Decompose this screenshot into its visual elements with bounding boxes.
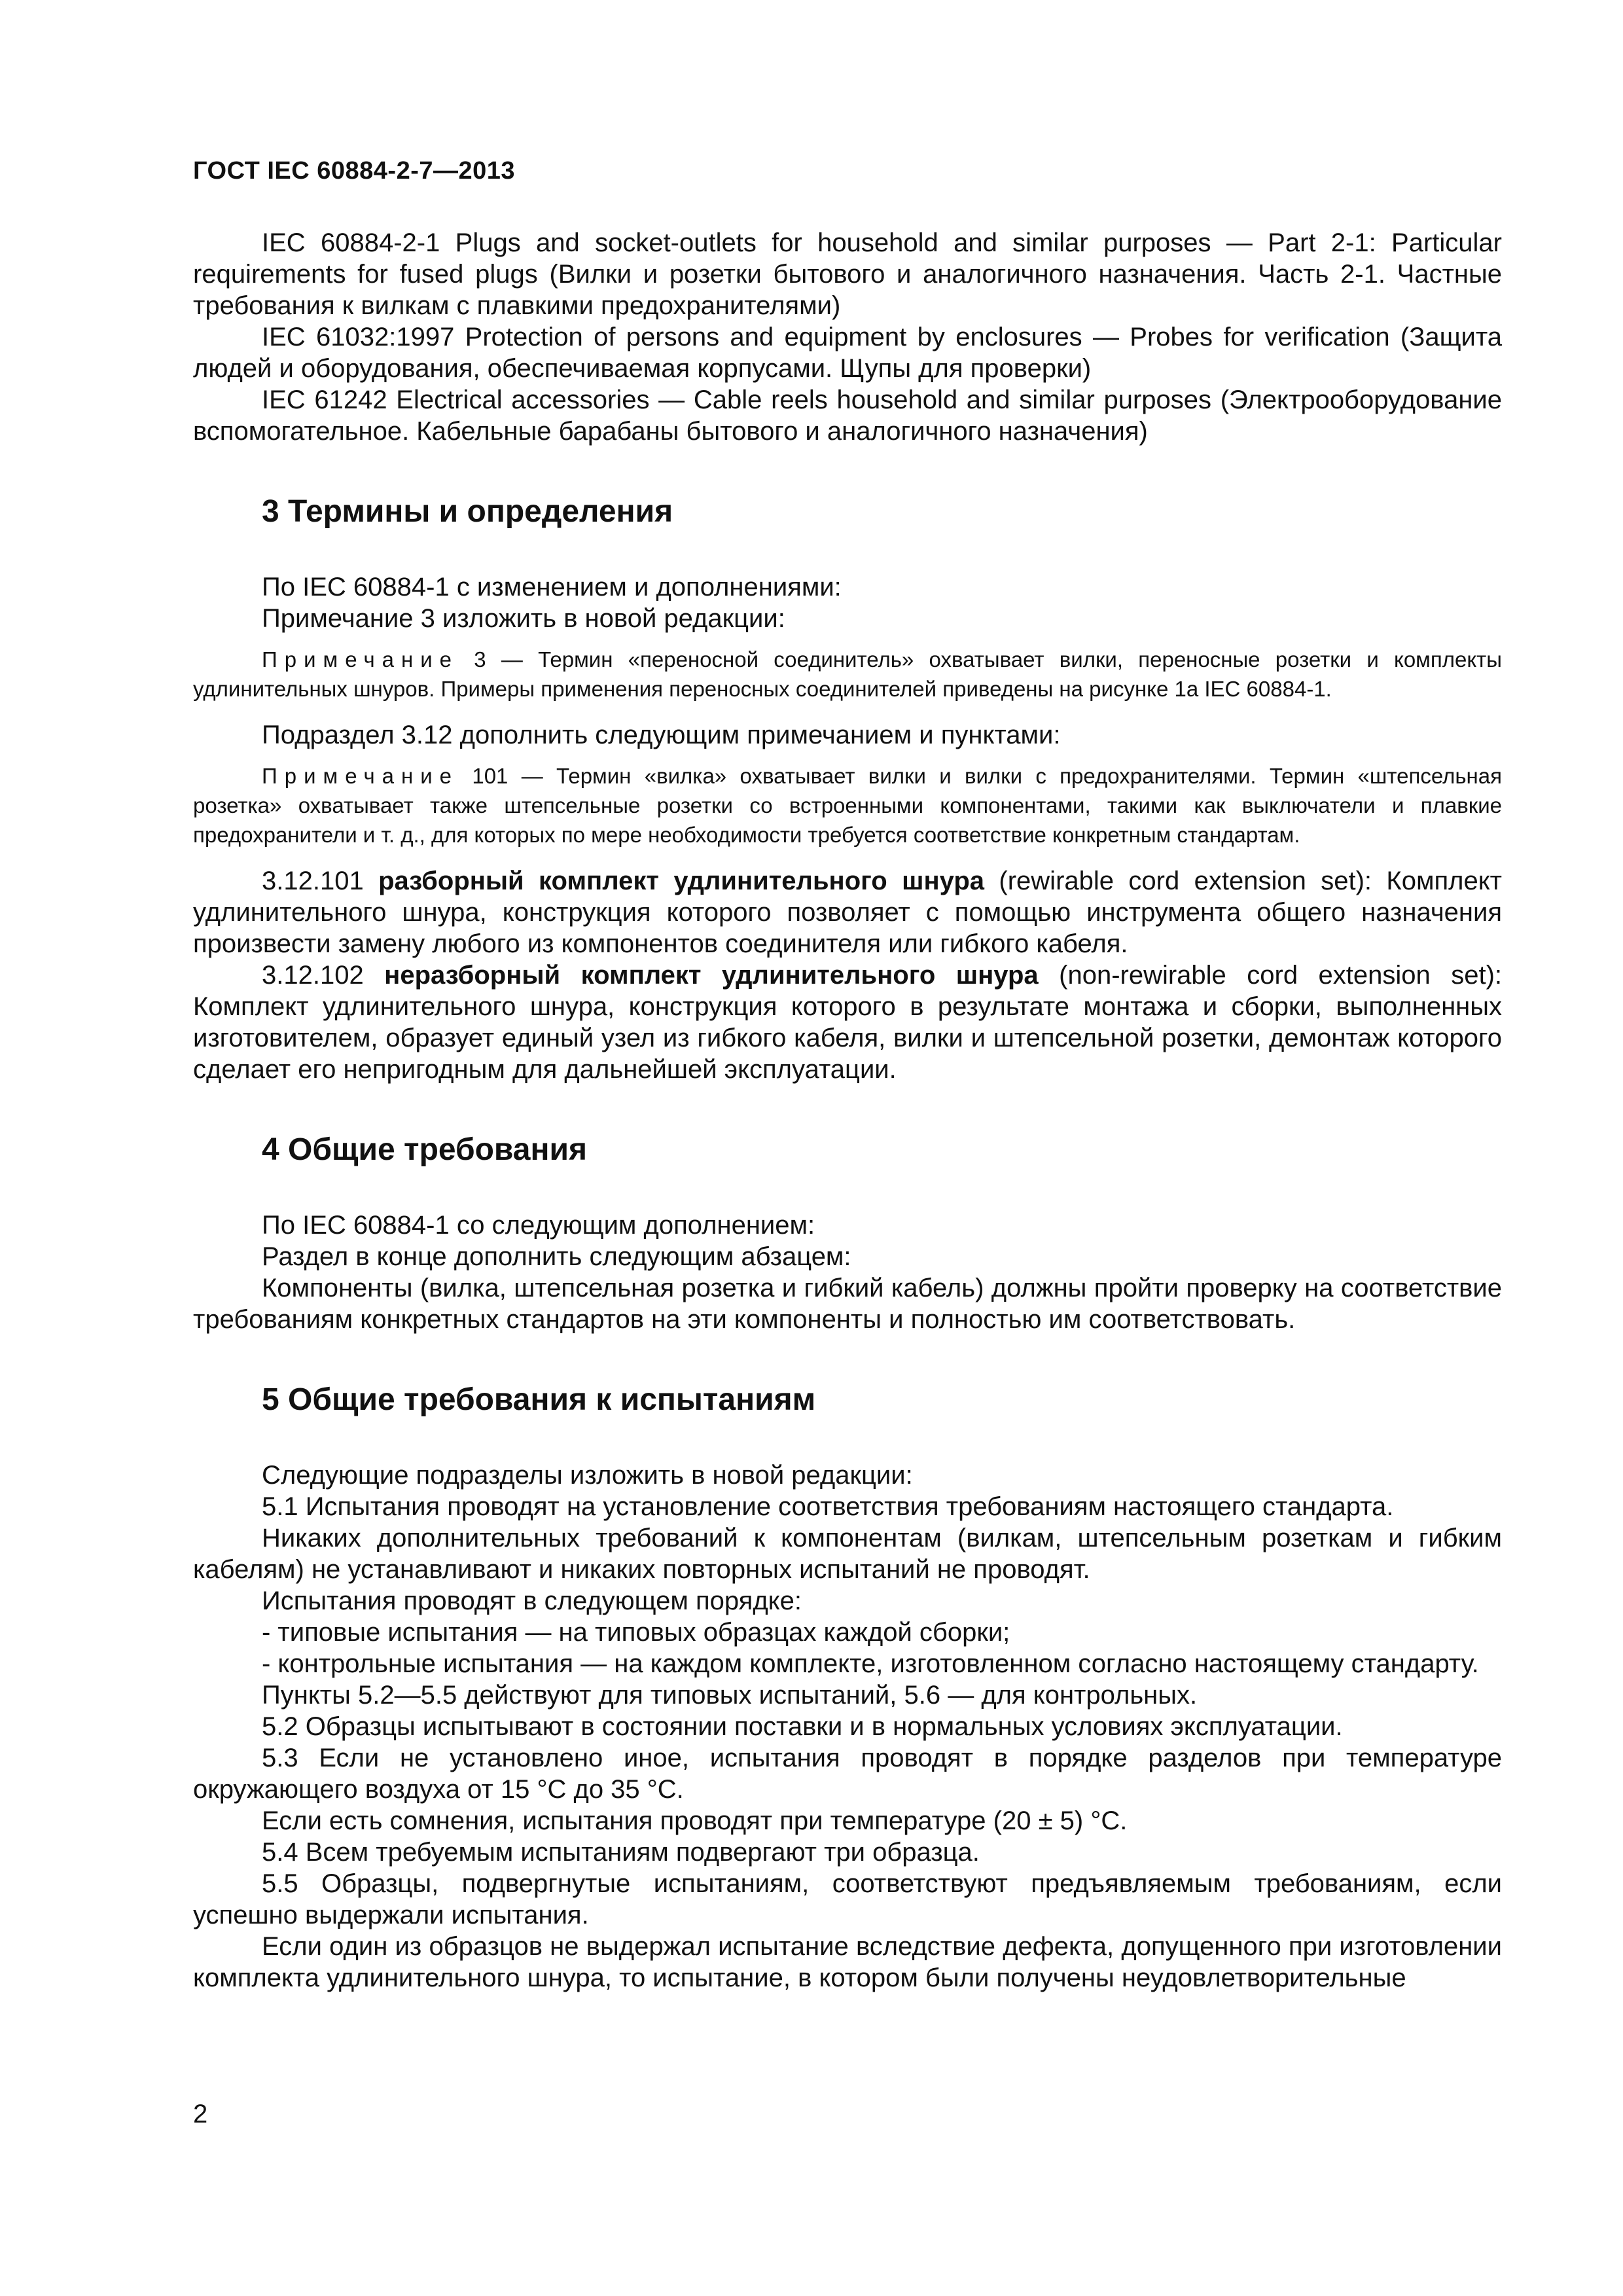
note-label: Примечание [262, 764, 459, 788]
sec3-paragraph: По IEC 60884-1 с изменением и дополнениями: [262, 573, 842, 601]
definition-term: разборный комплект удлинительного шнура [378, 867, 985, 895]
document-page [193, 157, 1502, 1994]
document-header: ГОСТ IEC 60884-2-7—2013 [193, 157, 516, 185]
section-3-title: 3 Термины и определения [262, 494, 673, 529]
sec5-paragraph: 5.3 Если не установлено иное, испытания проводят в порядке разделов при температуре окружающего воздуха от 15 °С до 35 °С. [193, 1744, 1502, 1804]
note-text: 3 — Термин «переносной соединитель» охватывает вилки, переносные розетки и комплекты удлинительных шнуров. Примеры применения переносных соединителей приведены на рисунке 1а IEC 60884-1. [193, 647, 1502, 701]
definition-text: (non-rewirable cord extension set): Комплект удлинительного шнура, конструкция которого в результате монтажа и сборки, выполненных изготовителем, образует единый узел из гибкого кабеля, вилки и штепсельной розетки, демонтаж которого сделает его непригодным для дальнейшей эксплуатации. [193, 961, 1502, 1084]
ref-iec-60884-2-1: IEC 60884-2-1 Plugs and socket-outlets for household and similar purposes — Part 2-1: Particular requirements for fused plugs (Вилки и розетки бытового и аналогичного назначения. Часть 2-1. Частные требования к вилкам с плавкими предохранителями) [193, 228, 1502, 320]
sec4-paragraph: Компоненты (вилка, штепсельная розетка и гибкий кабель) должны пройти проверку на соответствие требованиям конкретных стандартов на эти компоненты и полностью им соответствовать. [193, 1274, 1502, 1334]
section-4-title: 4 Общие требования [262, 1132, 587, 1167]
sec5-paragraph: 5.2 Образцы испытывают в состоянии поставки и в нормальных условиях эксплуатации. [262, 1712, 1343, 1741]
sec4-paragraph: Раздел в конце дополнить следующим абзацем: [262, 1242, 851, 1271]
sec5-paragraph: Если один из образцов не выдержал испытание вследствие дефекта, допущенного при изготовлении комплекта удлинительного шнура, то испытание, в котором были получены неудовлетворительные [193, 1932, 1502, 1992]
sec5-paragraph: Пункты 5.2—5.5 действуют для типовых испытаний, 5.6 — для контрольных. [262, 1681, 1198, 1710]
sec5-list-item: - типовые испытания — на типовых образцах каждой сборки; [262, 1618, 1010, 1647]
sec3-paragraph: Примечание 3 изложить в новой редакции: [262, 604, 785, 633]
note-3 [193, 645, 1502, 704]
sec5-paragraph: Следующие подразделы изложить в новой редакции: [262, 1461, 913, 1490]
note-label: Примечание [262, 647, 459, 672]
section-5-title: 5 Общие требования к испытаниям [262, 1382, 816, 1417]
sec5-paragraph: 5.4 Всем требуемым испытаниям подвергают три образца. [262, 1838, 980, 1867]
sec5-list-item: - контрольные испытания — на каждом комплекте, изготовленном согласно настоящему стандарту. [262, 1649, 1479, 1678]
sec5-paragraph: Никаких дополнительных требований к компонентам (вилкам, штепсельным розеткам и гибким кабелям) не устанавливают и никаких повторных испытаний не проводят. [193, 1524, 1502, 1584]
note-101 [193, 761, 1502, 850]
ref-iec-61242: IEC 61242 Electrical accessories — Cable reels household and similar purposes (Электрооборудование вспомогательное. Кабельные барабаны бытового и аналогичного назначения) [193, 386, 1502, 446]
note-text: 101 — Термин «вилка» охватывает вилки и вилки с предохранителями. Термин «штепсельная розетка» охватывает также штепсельные розетки со встроенными компонентами, такими как выключатели и плавкие предохранители и т. д., для которых по мере необходимости требуется соответствие конкретным стандартам. [193, 764, 1502, 847]
definition-3-12-101 [193, 865, 1502, 960]
sec5-paragraph: Испытания проводят в следующем порядке: [262, 1587, 802, 1615]
ref-iec-61032: IEC 61032:1997 Protection of persons and equipment by enclosures — Probes for verification (Защита людей и оборудования, обеспечиваемая корпусами. Щупы для проверки) [193, 323, 1502, 383]
definition-text: (rewirable cord extension set): Комплект удлинительного шнура, конструкция которого позволяет с помощью инструмента общего назначения произвести замену любого из компонентов соединителя или гибкого кабеля. [193, 867, 1502, 958]
sec5-paragraph: 5.1 Испытания проводят на установление соответствия требованиям настоящего стандарта. [262, 1492, 1394, 1521]
sec5-paragraph: 5.5 Образцы, подвергнутые испытаниям, соответствуют предъявляемым требованиям, если успешно выдержали испытания. [193, 1869, 1502, 1929]
page-number: 2 [193, 2100, 208, 2128]
sec3-paragraph: Подраздел 3.12 дополнить следующим примечанием и пунктами: [262, 721, 1061, 749]
definition-number: 3.12.102 [262, 961, 385, 990]
definition-number: 3.12.101 [262, 867, 379, 895]
definition-term: неразборный комплект удлинительного шнура [384, 961, 1039, 990]
sec4-paragraph: По IEC 60884-1 со следующим дополнением: [262, 1211, 815, 1240]
definition-3-12-102 [193, 960, 1502, 1085]
sec5-paragraph: Если есть сомнения, испытания проводят при температуре (20 ± 5) °С. [262, 1806, 1128, 1835]
